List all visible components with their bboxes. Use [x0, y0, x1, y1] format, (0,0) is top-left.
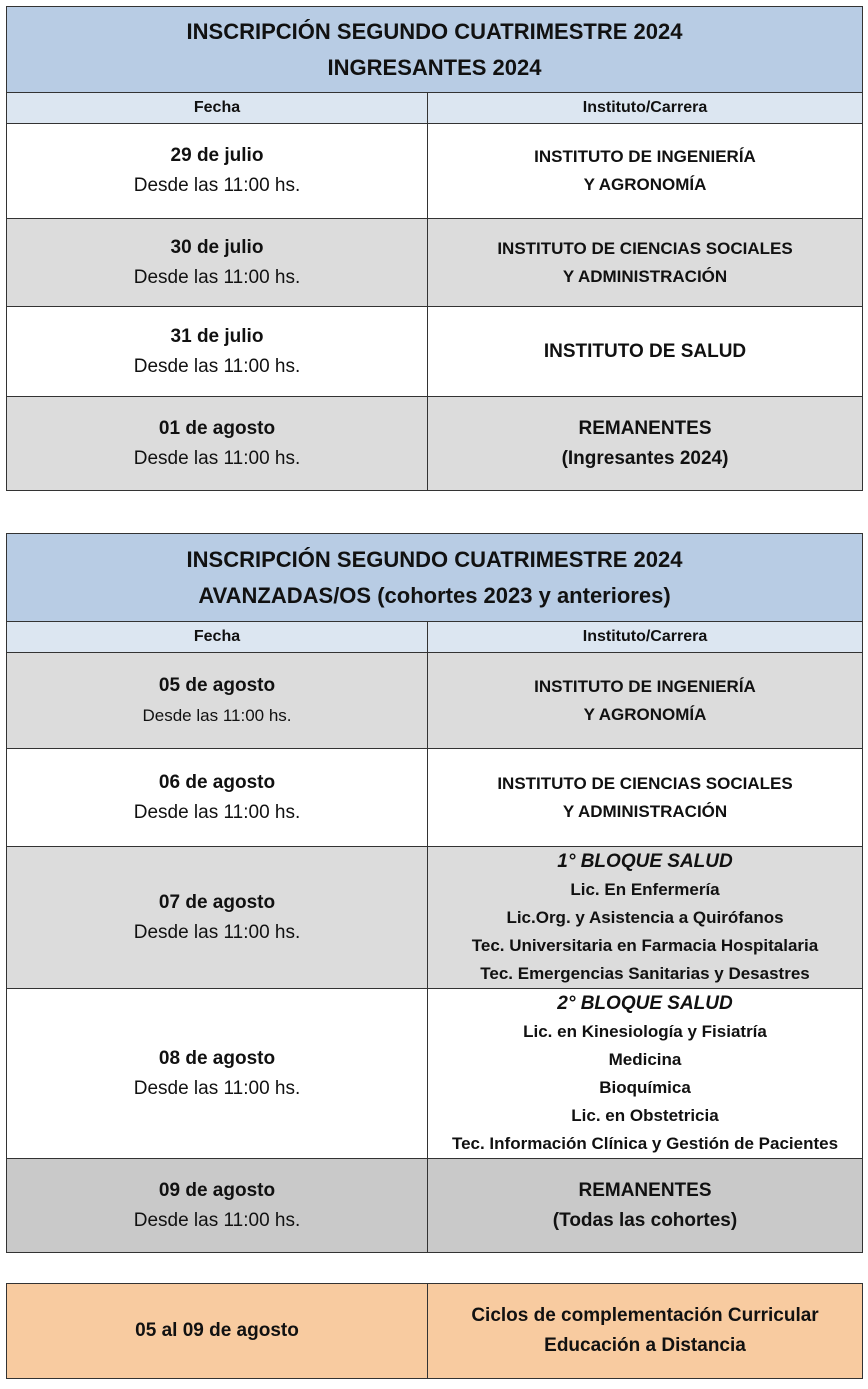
bloque-title: 2° BLOQUE SALUD [557, 992, 733, 1014]
time-label: Desde las 11:00 hs. [133, 801, 301, 823]
institute-line: REMANENTES [578, 417, 712, 439]
date-cell [7, 124, 428, 219]
date-cell [7, 219, 428, 307]
institute-line: REMANENTES [578, 1179, 712, 1201]
institute-line: INSTITUTO DE SALUD [543, 340, 747, 362]
institute-line: (Ingresantes 2024) [561, 447, 729, 469]
table2-title-line2: AVANZADAS/OS (cohortes 2023 y anteriores) [198, 582, 671, 608]
table2-header-fecha: Fecha [7, 622, 428, 653]
table-row [7, 219, 863, 307]
date-label: 09 de agosto [158, 1179, 276, 1201]
institute-line: Y AGRONOMÍA [583, 175, 707, 194]
date-cell [7, 307, 428, 397]
date-label: 06 de agosto [158, 771, 276, 793]
institute-line: Ciclos de complementación Curricular [471, 1305, 819, 1326]
career-item: Tec. Universitaria en Farmacia Hospitalaria [471, 935, 819, 955]
date-cell [7, 749, 428, 847]
date-label: 05 al 09 de agosto [135, 1320, 299, 1341]
institute-line: Y ADMINISTRACIÓN [562, 801, 728, 821]
table-row [7, 749, 863, 847]
institute-line: (Todas las cohortes) [552, 1209, 738, 1231]
date-label: 01 de agosto [158, 417, 276, 439]
time-label: Desde las 11:00 hs. [133, 266, 301, 288]
institute-cell [428, 124, 863, 219]
time-label: Desde las 11:00 hs. [133, 921, 301, 943]
time-label: Desde las 11:00 hs. [133, 1209, 301, 1231]
table-row [7, 397, 863, 491]
table-row [7, 847, 863, 989]
time-label: Desde las 11:00 hs. [142, 705, 292, 725]
date-cell [7, 847, 428, 989]
date-label: 31 de julio [170, 325, 264, 347]
time-label: Desde las 11:00 hs. [133, 175, 301, 196]
date-label: 30 de julio [170, 236, 264, 258]
career-item: Lic. En Enfermería [570, 879, 720, 899]
date-label: 07 de agosto [158, 891, 276, 913]
table2-title [7, 534, 863, 622]
institute-line: INSTITUTO DE INGENIERÍA [534, 676, 756, 696]
table-row [7, 1159, 863, 1253]
career-item: Lic. en Obstetricia [571, 1105, 719, 1125]
date-cell [7, 989, 428, 1159]
institute-cell [428, 653, 863, 749]
date-cell [7, 653, 428, 749]
career-item: Tec. Emergencias Sanitarias y Desastres [480, 963, 810, 983]
table1-header-fecha: Fecha [7, 93, 428, 124]
institute-cell [428, 219, 863, 307]
date-label: 08 de agosto [158, 1047, 276, 1069]
table1-title-line2: INGRESANTES 2024 [327, 54, 542, 80]
table-row [7, 307, 863, 397]
date-label: 29 de julio [170, 145, 264, 166]
institute-line: INSTITUTO DE CIENCIAS SOCIALES [497, 773, 793, 793]
institute-cell [428, 397, 863, 491]
institute-line: Educación a Distancia [544, 1335, 746, 1356]
complementacion-table [6, 1283, 863, 1379]
date-label: 05 de agosto [158, 674, 276, 696]
table-row [7, 653, 863, 749]
institute-cell [428, 847, 863, 989]
table-row [7, 1284, 863, 1379]
ingresantes-table [6, 6, 863, 491]
table2-header-instituto: Instituto/Carrera [428, 622, 863, 653]
institute-line: Y AGRONOMÍA [583, 704, 707, 724]
career-item: Lic.Org. y Asistencia a Quirófanos [506, 907, 784, 927]
table1-header-instituto: Instituto/Carrera [428, 93, 863, 124]
institute-line: Y ADMINISTRACIÓN [562, 266, 728, 286]
institute-cell [428, 307, 863, 397]
table1-title [7, 7, 863, 93]
career-item: Medicina [608, 1049, 682, 1069]
date-cell [7, 397, 428, 491]
time-label: Desde las 11:00 hs. [133, 447, 301, 469]
table-row [7, 124, 863, 219]
institute-cell [428, 989, 863, 1159]
career-item: Tec. Información Clínica y Gestión de Pacientes [451, 1133, 839, 1153]
table-row [7, 989, 863, 1159]
career-item: Bioquímica [599, 1077, 691, 1097]
table1-title-line1: INSCRIPCIÓN SEGUNDO CUATRIMESTRE 2024 [186, 18, 683, 44]
institute-line: INSTITUTO DE INGENIERÍA [534, 147, 756, 166]
institute-cell [428, 749, 863, 847]
avanzadas-table [6, 533, 863, 1253]
institute-cell [428, 1159, 863, 1253]
career-item: Lic. en Kinesiología y Fisiatría [523, 1021, 767, 1041]
time-label: Desde las 11:00 hs. [133, 355, 301, 377]
bloque-title: 1° BLOQUE SALUD [557, 850, 733, 872]
date-cell [7, 1284, 428, 1379]
time-label: Desde las 11:00 hs. [133, 1077, 301, 1099]
table2-title-line1: INSCRIPCIÓN SEGUNDO CUATRIMESTRE 2024 [186, 546, 683, 572]
institute-line: INSTITUTO DE CIENCIAS SOCIALES [497, 238, 793, 258]
date-cell [7, 1159, 428, 1253]
institute-cell [428, 1284, 863, 1379]
